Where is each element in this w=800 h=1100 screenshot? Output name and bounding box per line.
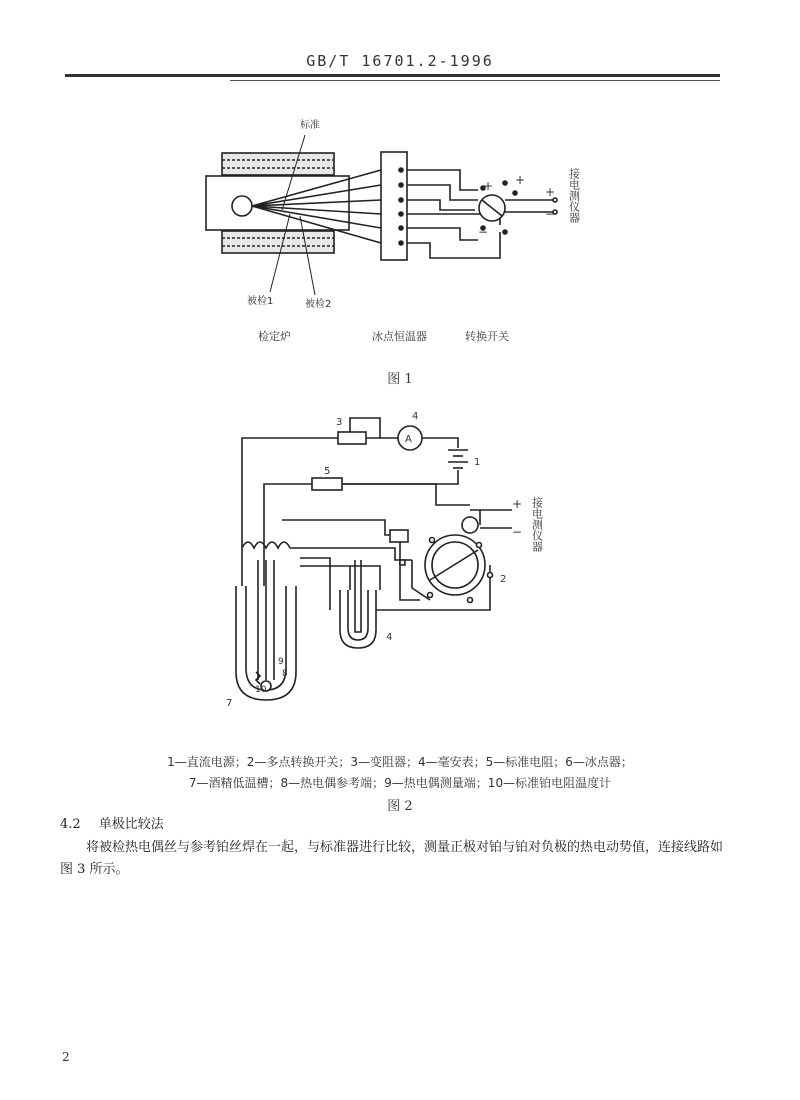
- fig1-label-furnace: 检定炉: [258, 330, 291, 343]
- fig2-num-7: 7: [226, 698, 233, 709]
- fig2-plus-sign: +: [512, 497, 523, 511]
- section-number: 4.2: [60, 817, 81, 832]
- section-title: 单极比较法: [98, 817, 164, 832]
- fig2-label-instrument: 接电测仪器: [530, 497, 544, 552]
- section-paragraph: 将被检热电偶丝与参考铂丝焊在一起，与标准器进行比较，测量正极对铂与铂对负极的热电动势值，连接线路如图 3 所示。: [60, 840, 724, 877]
- page-number: 2: [62, 1050, 70, 1064]
- fig1-minus-sign: −: [545, 207, 556, 221]
- fig2-minus-sign: −: [512, 525, 523, 539]
- figure2-standard-resistor: [312, 478, 342, 490]
- figure2-caption: 图 2: [387, 799, 413, 814]
- fig2-num-3: 3: [336, 417, 343, 428]
- figure1-switch-wiring: [407, 170, 557, 258]
- figure2-switch-wiring: [282, 484, 512, 610]
- fig1-minus-sign-2: −: [478, 225, 489, 239]
- fig2-num-9: 9: [278, 657, 284, 667]
- fig1-label-standard: 标准: [300, 120, 320, 131]
- figure1-ice-point-box: [381, 152, 407, 260]
- fig2-num-4-bottom: 4: [386, 632, 393, 643]
- fig2-num-1: 1: [474, 457, 481, 468]
- header-standard-number: GB/T 16701.2-1996: [306, 52, 494, 70]
- section-heading: [60, 813, 182, 832]
- figure1-caption: 图 1: [387, 372, 413, 387]
- fig2-num-2: 2: [500, 574, 507, 585]
- fig1-label-ice-point: 冰点恒温器: [372, 330, 427, 343]
- figure2-legend-line2: 7—酒精低温槽；8—热电偶参考端；9—热电偶测量端；10—标准铂电阻温度计: [188, 776, 612, 790]
- figure2-ice-point: [340, 560, 376, 648]
- fig2-num-5: 5: [324, 466, 331, 477]
- fig1-label-switch: 转换开关: [465, 330, 509, 343]
- fig1-plus-sign-3: +: [545, 185, 556, 199]
- fig1-label-tested2: 被检2: [305, 299, 332, 310]
- fig2-num-4-top: 4: [412, 411, 419, 422]
- fig2-num-8: 8: [282, 669, 288, 679]
- figure2-legend-line1: 1—直流电源；2—多点转换开关；3—变阻器；4—毫安表；5—标准电阻；6—冰点器；: [167, 755, 633, 769]
- fig1-plus-sign-2: +: [515, 173, 526, 187]
- fig1-plus-sign: +: [483, 179, 494, 193]
- fig2-num-10: 10: [255, 685, 267, 695]
- fig2-ammeter: A: [405, 434, 412, 445]
- fig1-label-instrument: 接电测仪器: [567, 168, 581, 223]
- fig1-label-tested1: 被检1: [247, 296, 274, 307]
